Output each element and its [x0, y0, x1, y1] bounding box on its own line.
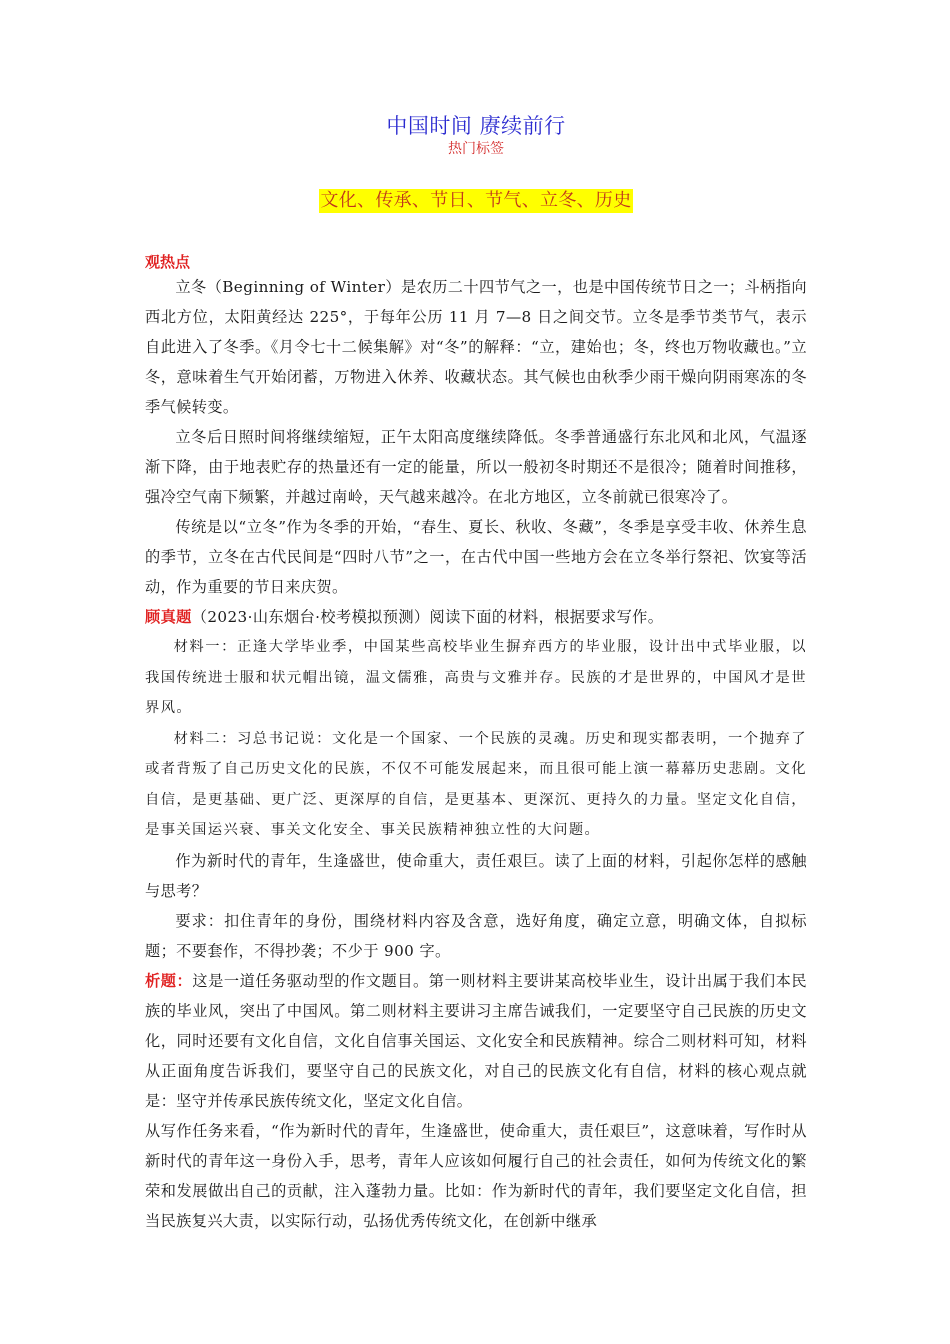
analysis-label: 析题： — [145, 971, 193, 990]
analysis-paragraph-2: 从写作任务来看，“作为新时代的青年，生逢盛世，使命重大，责任艰巨”，这意味着，写作时从新时代的青年这一身份入手，思考，青年人应该如何履行自己的社会责任，如何为传统文化的繁荣和发展做出自己的贡献，注入蓬勃力量。比如：作为新时代的青年，我们要坚定文化自信，担当民族复兴大责，以实际行动，弘扬优秀传统文化，在创新中继承 — [145, 1121, 807, 1230]
document-title: 中国时间 赓续前行 — [386, 114, 566, 138]
material-one: 材料一：正逢大学毕业季，中国某些高校毕业生摒弃西方的毕业服，设计出中式毕业服，以我国传统进士服和状元帽出镜，温文儒雅，高贵与文雅并存。民族的才是世界的，中国风才是世界风。 — [145, 639, 807, 716]
hot-view-label: 观热点 — [145, 253, 191, 271]
real-question-heading — [145, 602, 807, 632]
hot-view-paragraph-3: 传统是以“立冬”作为冬季的开始，“春生、夏长、秋收、冬藏”，冬季是享受丰收、休养生息的季节，立冬在古代民间是“四时八节”之一，在古代中国一些地方会在立冬举行祭祀、饮宴等活动，作为重要的节日来庆贺。 — [145, 518, 807, 596]
hot-view-heading — [145, 252, 807, 272]
material-two: 材料二：习总书记说：文化是一个国家、一个民族的灵魂。历史和现实都表明，一个抛弃了或者背叛了自己历史文化的民族，不仅不可能发展起来，而且很可能上演一幕幕历史悲剧。文化自信，是更基础、更广泛、更深厚的自信，是更基本、更深沉、更持久的力量。坚定文化自信，是事关国运兴衰、事关文化安全、事关民族精神独立性的大问题。 — [145, 730, 807, 838]
analysis-text-1: 这是一道任务驱动型的作文题目。第一则材料主要讲某高校毕业生，设计出属于我们本民族的毕业风，突出了中国风。第二则材料主要讲习主席告诫我们，一定要坚守自己民族的历史文化，同时还要有文化自信，文化自信事关国运、文化安全和民族精神。综合二则材料可知，材料从正面角度告诉我们，要坚守自己的民族文化，对自己的民族文化有自信，材料的核心观点就是：坚守并传承民族传统文化，坚定文化自信。 — [145, 971, 808, 1110]
analysis-paragraph-1 — [145, 966, 807, 1116]
writing-requirement: 要求：扣住青年的身份，围绕材料内容及含意，选好角度，确定立意，明确文体，自拟标题；不要套作，不得抄袭；不少于 900 字。 — [145, 911, 807, 960]
hot-view-paragraph-2: 立冬后日照时间将继续缩短，正午太阳高度继续降低。冬季普通盛行东北风和北风，气温逐渐下降，由于地表贮存的热量还有一定的能量，所以一般初冬时期还不是很冷；随着时间推移，强冷空气南下频繁，并越过南岭，天气越来越冷。在北方地区，立冬前就已很寒冷了。 — [145, 428, 807, 506]
hot-view-paragraph-1: 立冬（Beginning of Winter）是农历二十四节气之一，也是中国传统节日之一；斗柄指向西北方位，太阳黄经达 225°，于每年公历 11 月 7—8 日之间交节。立冬是季节类节气，表示自此进入了冬季。《月令七十二候集解》对“冬”的解释：“立，建始也；冬，终也万物收藏也。”立冬，意味着生气开始闭蓄，万物进入休养、收藏状态。其气候也由秋季少雨干燥向阴雨寒冻的冬季气候转变。 — [145, 278, 807, 416]
hot-tags: 文化、传承、节日、节气、立冬、历史 — [320, 190, 632, 211]
document-page — [145, 112, 807, 1236]
writing-prompt: 作为新时代的青年，生逢盛世，使命重大，责任艰巨。读了上面的材料，引起你怎样的感触与思考？ — [145, 851, 807, 900]
real-question-intro: （2023·山东烟台·校考模拟预测）阅读下面的材料，根据要求写作。 — [191, 608, 664, 626]
hot-tags-container — [145, 189, 807, 217]
real-question-label: 顾真题 — [145, 608, 192, 626]
document-subtitle: 热门标签 — [448, 141, 504, 157]
